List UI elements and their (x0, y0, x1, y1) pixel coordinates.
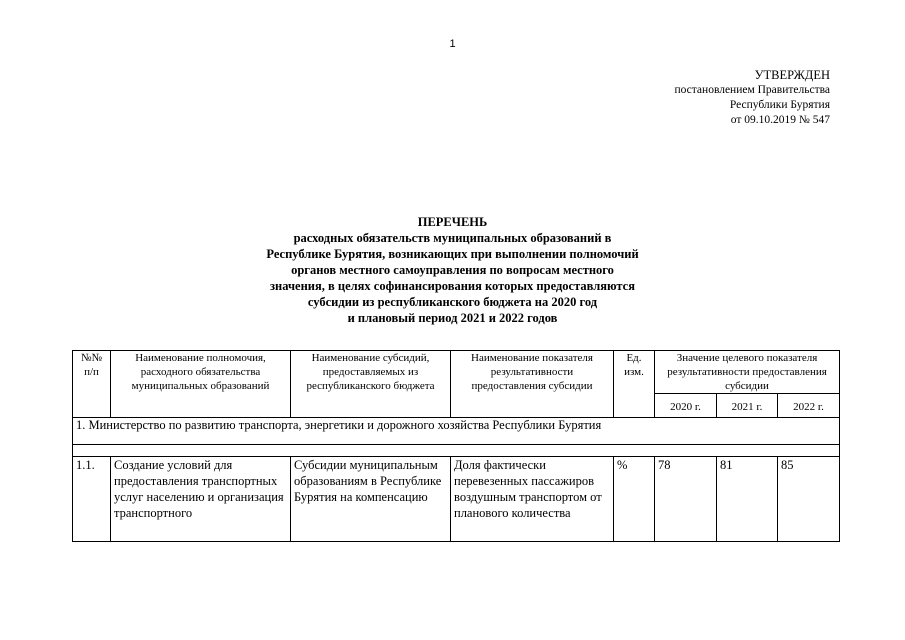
header-target-value: Значение целевого показателя результативности предоставления субсидии (655, 351, 840, 394)
title-line: значения, в целях софинансирования которых предоставляются (270, 279, 635, 293)
row-indicator: Доля фактически перевезенных пассажиров воздушным транспортом от планового количества (451, 457, 614, 542)
title-heading: ПЕРЕЧЕНЬ (417, 215, 488, 229)
header-year-2022: 2022 г. (778, 394, 840, 418)
header-subsidy: Наименование субсидий, предоставляемых из республиканского бюджета (291, 351, 451, 418)
row-subsidy: Субсидии муниципальным образованиям в Республике Бурятия на компенсацию (291, 457, 451, 542)
document-title (0, 214, 905, 326)
title-line: Республике Бурятия, возникающих при выполнении полномочий (266, 247, 639, 261)
obligations-table (72, 350, 840, 542)
row-spacer (73, 445, 840, 457)
table-row (73, 457, 840, 542)
approval-date: от 09.10.2019 № 547 (730, 114, 830, 126)
header-year-2020: 2020 г. (655, 394, 717, 418)
row-number: 1.1. (73, 457, 111, 542)
title-line: органов местного самоуправления по вопросам местного (291, 263, 614, 277)
header-year-2021: 2021 г. (717, 394, 778, 418)
title-line: субсидии из республиканского бюджета на 2020 год (307, 295, 598, 309)
row-unit: % (614, 457, 655, 542)
header-number: №№ п/п (73, 351, 111, 418)
page-number: 1 (449, 38, 456, 50)
approval-line: постановлением Правительства (674, 84, 830, 96)
header-unit: Ед. изм. (614, 351, 655, 418)
row-value-2022: 85 (778, 457, 840, 542)
approval-heading: УТВЕРЖДЕН (754, 68, 830, 82)
row-value-2021: 81 (717, 457, 778, 542)
row-authority: Создание условий для предоставления транспортных услуг населению и организация транспортного (111, 457, 291, 542)
title-line: и плановый период 2021 и 2022 годов (347, 311, 558, 325)
header-indicator: Наименование показателя результативности предоставления субсидии (451, 351, 614, 418)
section-heading: 1. Министерство по развитию транспорта, энергетики и дорожного хозяйства Республики Бурятия (73, 418, 840, 445)
approval-block (674, 68, 830, 128)
approval-line: Республики Бурятия (729, 99, 830, 111)
header-authority: Наименование полномочия, расходного обязательства муниципальных образований (111, 351, 291, 418)
title-line: расходных обязательств муниципальных образований в (293, 231, 612, 245)
row-value-2020: 78 (655, 457, 717, 542)
